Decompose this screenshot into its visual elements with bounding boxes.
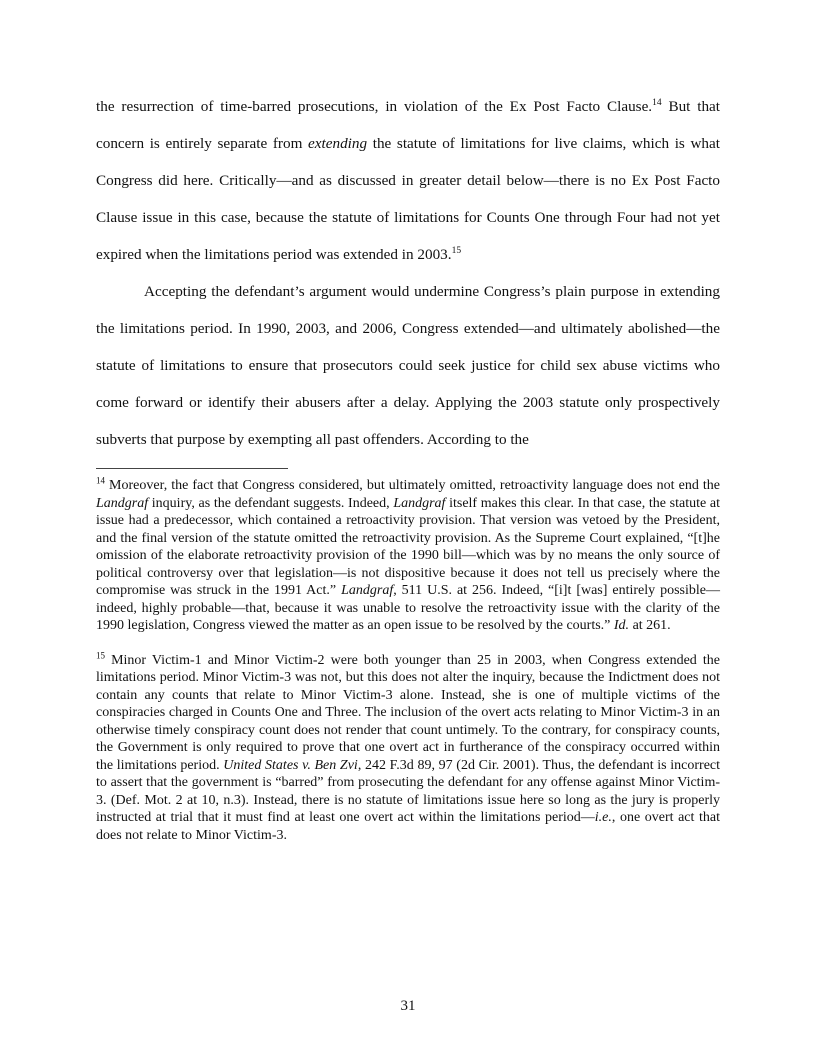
page-number: 31 <box>400 998 416 1014</box>
footnote-14-number: 14 <box>96 475 105 486</box>
footnote-divider <box>96 468 288 469</box>
fn14-text-3: itself makes this clear. In that case, the statute at issue had a predecessor, which contained a retroactivity provision. That version was vetoed by the President, and the final version of the statute omitted the retroactivity provision. As the Supreme Court explained, “[t]he omission of the elaborate retroactivity provision of the 1990 bill—which was by no means the only source of political controversy over that legislation—is not dispositive because it does not tell us precisely where the compromise was struck in the 1991 Act.” <box>96 495 720 598</box>
fn15-ie: i.e. <box>594 810 612 825</box>
paragraph-1 <box>96 88 720 273</box>
fn15-text-1: Minor Victim-1 and Minor Victim-2 were both younger than 25 in 2003, when Congress extended the limitations period. Minor Victim-3 was not, but this does not alter the inquiry, because the Indictment does not contain any counts that relate to Minor Victim-3 alone. Instead, she is one of multiple victims of the conspiracies charged in Counts One and Three. The inclusion of the overt acts relating to Minor Victim-3 in an otherwise timely conspiracy count does not render that count untimely. To the contrary, for conspiracy counts, the Government is only required to prove that one overt act in furtherance of the conspiracy occurred within the limitations period. <box>96 652 720 773</box>
paragraph-2: Accepting the defendant’s argument would undermine Congress’s plain purpose in extending the limitations period. In 1990, 2003, and 2006, Congress extended—and ultimately abolished—the statute of limitations to ensure that prosecutors could seek justice for child sex abuse victims who come forward or identify their abusers after a delay. Applying the 2003 statute only prospectively subverts that purpose by exempting all past offenders. According to the <box>96 283 720 448</box>
fn15-text-3: , one overt act that does not relate to Minor Victim-3. <box>96 810 720 843</box>
footnote-ref-14: 14 <box>652 97 662 108</box>
footnote-15 <box>96 649 721 845</box>
p1-text-1: the resurrection of time-barred prosecutions, in violation of the Ex Post Facto Clause. <box>96 98 653 115</box>
p1-text-3: the statute of limitations for live claims, which is what Congress did here. Critically—and as discussed in greater detail below—there is no Ex Post Facto Clause issue in this case, because the statute of limitations for Counts One through Four had not yet expired when the limitations period was extended in 2003. <box>96 135 720 263</box>
fn14-text-2: inquiry, as the defendant suggests. Indeed, <box>148 495 394 511</box>
fn15-case-name: United States v. Ben Zvi <box>223 757 358 773</box>
footnotes <box>96 477 720 844</box>
body-text <box>96 88 720 458</box>
footnote-15-number: 15 <box>96 649 105 660</box>
fn15-text-2: , 242 F.3d 89, 97 (2d Cir. 2001). Thus, the defendant is incorrect to assert that the government is “barred” from prosecuting the defendant for any offense against Minor Victim-3. (Def. Mot. 2 at 10, n.3). Instead, there is no statute of limitations issue here so long as the jury is properly instructed at trial that it must find at least one overt act within the limitations period— <box>96 757 721 825</box>
fn14-text-4: , 511 U.S. at 256. Indeed, “[i]t [was] entirely possible—indeed, highly probable—that, because it was unable to resolve the retroactivity issue with the clarity of the 1990 legislation, Congress viewed the matter as an open issue to be resolved by the courts.” <box>96 583 720 633</box>
p1-emphasis: extending <box>308 135 368 152</box>
document-page <box>96 88 720 861</box>
fn14-case-name-2: Landgraf <box>393 495 446 511</box>
footnote-14 <box>96 477 720 635</box>
fn14-text-1: Moreover, the fact that Congress considered, but ultimately omitted, retroactivity language does not end the <box>105 478 720 493</box>
fn14-case-name-3: Landgraf <box>341 583 394 598</box>
fn14-case-name-1: Landgraf <box>96 495 149 511</box>
p1-text-2: But that concern is entirely separate from <box>96 98 721 152</box>
fn14-text-5: at 261. <box>629 618 671 633</box>
footnote-ref-15: 15 <box>451 245 462 256</box>
fn14-id-cite: Id. <box>613 618 630 633</box>
